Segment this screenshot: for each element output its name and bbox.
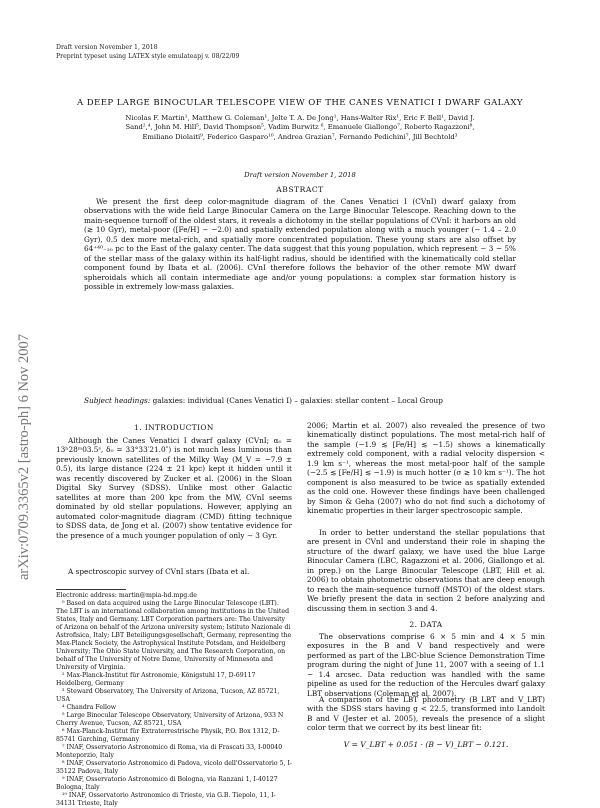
running-header-date: Draft version November 1, 2018 bbox=[56, 44, 158, 51]
author-line: Nicolas F. Martin¹, Matthew G. Coleman¹, Jelte T. A. De Jong¹, Hans-Walter Rix¹, Eric F. Bell¹, David J. bbox=[125, 114, 475, 122]
paper-title: A DEEP LARGE BINOCULAR TELESCOPE VIEW OF THE CANES VENATICI I DWARF GALAXY bbox=[77, 98, 523, 108]
right-paragraph-1: 2006; Martin et al. 2007) also revealed the presence of two kinematically distinct populations. The most metal-rich half of the sample (−1.9 ≲ [Fe/H] ≲ −1.5) shows a kinematically extremely cold component, with a radial velocity dispersion < 1.9 km s⁻¹, whereas the most metal-poor half of the sample (−2.5 ≲ [Fe/H] ≲ −1.9) is much hotter (σ ≳ 10 km s⁻¹). The hot component is also measured to be twice as spatially extended as the cold one. However these findings have been challenged by Simon & Geha (2007) who do not find such a dichotomy of kinematic properties in their larger spectroscopic sample. bbox=[307, 421, 545, 516]
section-2-heading: 2. DATA bbox=[409, 620, 443, 629]
footnote: ⁴ Chandra Fellow bbox=[62, 704, 117, 711]
footnote: ⁶ Max-Planck-Institut für Extraterrestrische Physik, P.O. Box 1312, D-85741 Garching, Germany bbox=[56, 728, 280, 743]
footnote: ⁵ Large Binocular Telescope Observatory, University of Arizona, 933 N Cherry Avenue, Tucson, AZ 85721, USA bbox=[56, 712, 284, 727]
footnote: ⁸ INAF, Osservatorio Astronomico di Padova, vicolo dell'Osservatorio 5, I-35122 Padova, Italy bbox=[56, 760, 293, 775]
footnote: ⁰ Based on data acquired using the Large Binocular Telescope (LBT). The LBT is an international collaboration among institutions in the United States, Italy and Germany. LBT Corporation partners are: The University of Arizona on behalf of the Arizona university system; Istituto Nazionale di Astrofisica, Italy; LBT Beteiligungsgesellschaft, Germany, representing the Max-Planck Society, the Astrophysical Institute Potsdam, and Heidelberg University; The Ohio State University, and The Research Corporation, on behalf of The University of Notre Dame, University of Minnesota and University of Virginia. bbox=[56, 600, 292, 671]
right-paragraph-2: In order to better understand the stellar populations that are present in CVnI and understand their role in shaping the structure of the dwarf galaxy, we have used the blue Large Binocular Camera (LBC, Ragazzoni et al. 2006, Giallongo et al. in prep.) on the Large Binocular Telescope (LBT, Hill et al. 2006) to obtain photometric observations that are deep enough to reach the main-sequence turnoff (MSTO) of the oldest stars. We briefly present the data in section 2 before analyzing and discussing them in section 3 and 4. bbox=[307, 528, 545, 613]
subject-label: Subject headings: bbox=[84, 396, 151, 405]
footnote: ² Max-Planck-Institut für Astronomie, Königstuhl 17, D-69117 Heidelberg, Germany bbox=[56, 672, 256, 687]
footnote-rule bbox=[56, 589, 126, 590]
intro-paragraph-2: A spectroscopic survey of CVnI stars (Ibata et al. bbox=[68, 567, 250, 576]
intro-paragraph-1: Although the Canes Venatici I dwarf galaxy (CVnI; α₀ = 13ʰ28ᵐ03.5ˢ, δ₀ = 33°33′21.0″) is not much less luminous than previously known satellites of the Milky Way (M_V = −7.9 ± 0.5), its large distance (224 ± 21 kpc) kept it hidden until it was recently discovered by Zucker et al. (2006) in the Sloan Digital Sky Survey (SDSS). Unlike most other Galactic satellites at more than 200 kpc from the MW, CVnI seems dominated by old stellar populations. However, applying an automated color-magnitude diagram (CMD) fitting technique to SDSS data, de Jong et al. (2007) show tentative evidence for the presence of a much younger population of only ∼ 3 Gyr. bbox=[56, 436, 292, 540]
subject-headings bbox=[84, 396, 516, 405]
arxiv-id: arXiv:0709.3365v2 [astro-ph] 6 Nov 2007 bbox=[16, 333, 32, 580]
author-line: Sand²,⁴, John M. Hill⁵, David Thompson⁵, Vadim Burwitz ⁶, Emanuele Giallongo⁷, Roberto Ragazzoni⁸, bbox=[125, 123, 475, 132]
footnote: ³ Steward Observatory, The University of Arizona, Tucson, AZ 85721, USA bbox=[56, 688, 280, 703]
data-paragraph-1: The observations comprise 6 × 5 min and 4 × 5 min exposures in the B and V band respectively and were performed as part of the LBC-blue Science Demonstration Time program during the night of June 11, 2007 with a seeing of 1.1 − 1.4 arcsec. Data reduction was handled with the same pipeline as used for the reduction of the Hercules dwarf galaxy LBT observations (Coleman et al. 2007). bbox=[307, 632, 545, 698]
abstract-heading: ABSTRACT bbox=[276, 185, 324, 194]
author-list bbox=[60, 114, 540, 142]
footnote: ⁹ INAF, Osservatorio Astronomico di Bologna, via Ranzani 1, I-40127 Bologna, Italy bbox=[56, 776, 278, 791]
subject-text: galaxies: individual (Canes Venatici I) – galaxies: stellar content – Local Group bbox=[150, 396, 443, 405]
abstract-text: We present the first deep color-magnitude diagram of the Canes Venatici I (CVnI) dwarf galaxy from observations with the wide field Large Binocular Camera on the Large Binocular Telescope. Reaching down to the main-sequence turnoff of the oldest stars, it reveals a dichotomy in the stellar populations of CVnI: it harbors an old (≳ 10 Gyr), metal-poor ([Fe/H] ∼ −2.0) and spatially extended population along with a much younger (∼ 1.4 – 2.0 Gyr), 0.5 dex more metal-rich, and spatially more concentrated population. These young stars are also offset by 64⁺⁴⁰₋₂₀ pc to the East of the galaxy center. The data suggest that this young population, which represent ∼ 3 − 5% of the stellar mass of the galaxy within its half-light radius, should be identified with the kinematically cold stellar component found by Ibata et al. (2006). CVnI therefore follows the behavior of the other remote MW dwarf spheroidals which all contain intermediate age and/or young populations: a complex star formation history is possible in extremely low-mass galaxies. bbox=[84, 197, 516, 292]
footnote: Electronic address: martin@mpia-hd.mpg.de bbox=[56, 592, 197, 599]
draft-version-line: Draft version November 1, 2018 bbox=[244, 171, 356, 179]
running-header-preprint: Preprint typeset using LATEX style emulateapj v. 08/22/09 bbox=[56, 53, 240, 60]
arxiv-side-stamp bbox=[12, 200, 42, 580]
author-line: Emiliano Diolaiti⁹, Federico Gasparo¹⁰, Andrea Grazian⁷, Fernando Pedichini⁷, Jill Bechtold³ bbox=[142, 132, 458, 141]
section-1-heading: 1. INTRODUCTION bbox=[134, 423, 214, 432]
color-term-equation: V = V_LBT + 0.051 · (B − V)_LBT − 0.121. bbox=[343, 740, 509, 749]
data-paragraph-2: A comparison of the LBT photometry (B_LBT and V_LBT) with the SDSS stars having g < 22.5, transformed into Landolt B and V (Jester et al. 2005), reveals the presence of a slight color term that we correct by its best linear fit: bbox=[307, 695, 545, 733]
footnote: ¹⁰ INAF, Osservatorio Astronomico di Trieste, via G.B. Tiepolo, 11, I-34131 Trieste, Italy bbox=[56, 792, 276, 807]
footnote: ⁷ INAF, Osservatorio Astronomico di Roma, via di Frascati 33, I-00040 Monteporzio, Italy bbox=[56, 744, 283, 759]
